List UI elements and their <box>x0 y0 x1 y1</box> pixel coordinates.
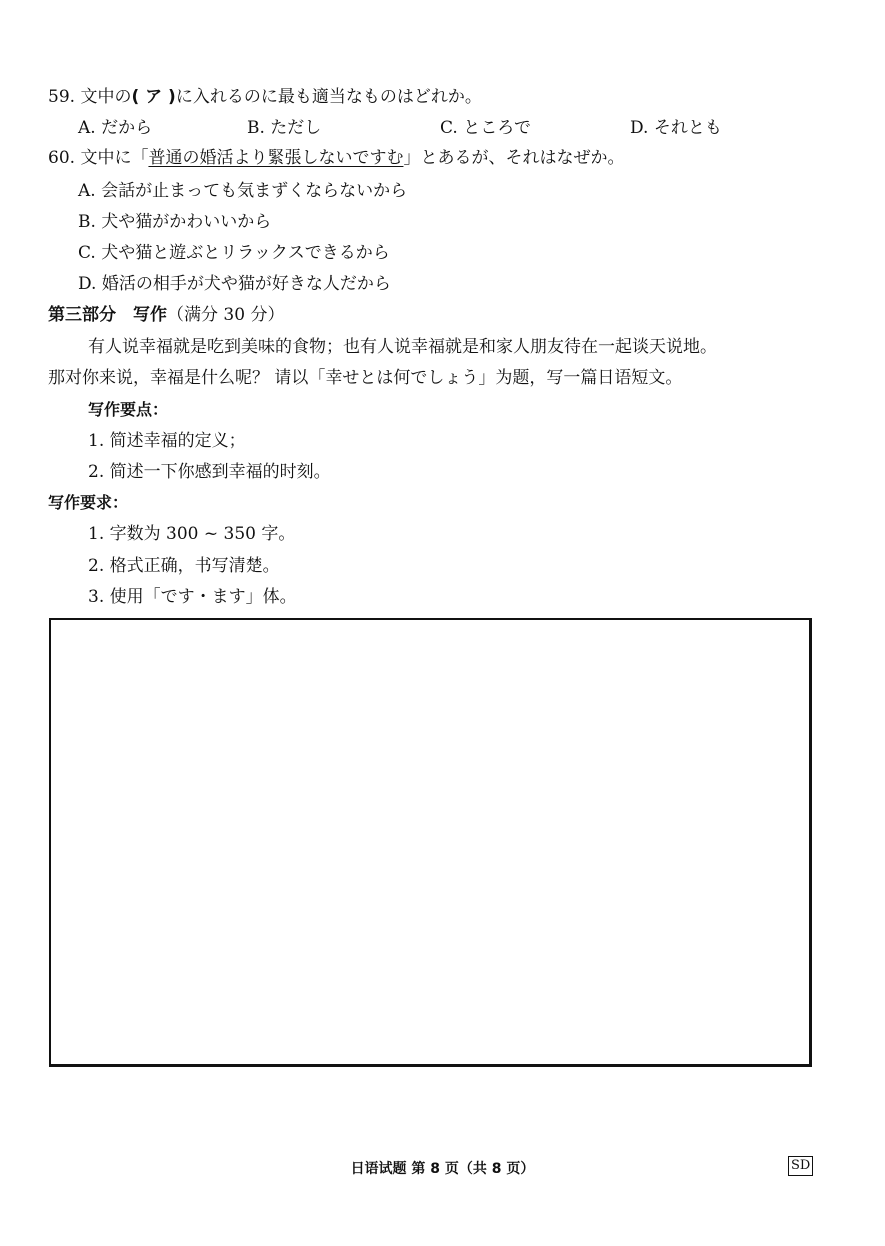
part3-heading: 第三部分 写作 <box>48 305 167 325</box>
q60-option-a: A. 会話が止まっても気まずくならないから <box>78 181 408 201</box>
points-heading: 写作要点： <box>88 400 169 419</box>
q59-suffix: に入れるのに最も適当なものはどれか。 <box>175 87 482 107</box>
paper-code: SD <box>788 1156 813 1176</box>
part3-prompt-line2: 那对你来说，幸福是什么呢？ 请以「幸せとは何でしょう」为题，写一篇日语短文。 <box>48 368 683 388</box>
q59-option-b: B. ただし <box>247 118 322 138</box>
q59-blank: ( ア ) <box>131 87 176 107</box>
requirement-1: 1. 字数为 300 ~ 350 字。 <box>88 524 296 544</box>
q59-stem <box>48 86 482 108</box>
point-2: 2. 简述一下你感到幸福的时刻。 <box>88 462 331 482</box>
requirement-3: 3. 使用「です・ます」体。 <box>88 587 297 607</box>
part3-prompt-line1: 有人说幸福就是吃到美味的食物；也有人说幸福就是和家人朋友待在一起谈天说地。 <box>88 337 717 357</box>
q60-prefix: 60. 文中に「 <box>48 148 149 168</box>
q60-option-c: C. 犬や猫と遊ぶとリラックスできるから <box>78 243 390 263</box>
part3-score: （满分 30 分） <box>167 305 285 325</box>
requirements-heading: 写作要求： <box>48 493 129 512</box>
q60-underlined-phrase: 普通の婚活より緊張しないですむ <box>148 148 404 168</box>
q60-option-d: D. 婚活の相手が犬や猫が好きな人だから <box>78 274 391 294</box>
requirement-2: 2. 格式正确，书写清楚。 <box>88 556 280 576</box>
part3-heading-line <box>48 304 284 326</box>
point-1: 1. 简述幸福的定义； <box>88 431 246 451</box>
q60-stem <box>48 147 624 169</box>
page-footer: 日语试题 第 8 页（共 8 页） <box>350 1161 535 1177</box>
q59-option-a: A. だから <box>78 118 153 138</box>
answer-box[interactable] <box>49 618 812 1067</box>
q59-option-d: D. それとも <box>630 118 722 138</box>
q60-option-b: B. 犬や猫がかわいいから <box>78 212 272 232</box>
q59-option-c: C. ところで <box>440 118 532 138</box>
q60-suffix: 」とあるが、それはなぜか。 <box>403 148 625 168</box>
q59-prefix: 59. 文中の <box>48 87 132 107</box>
